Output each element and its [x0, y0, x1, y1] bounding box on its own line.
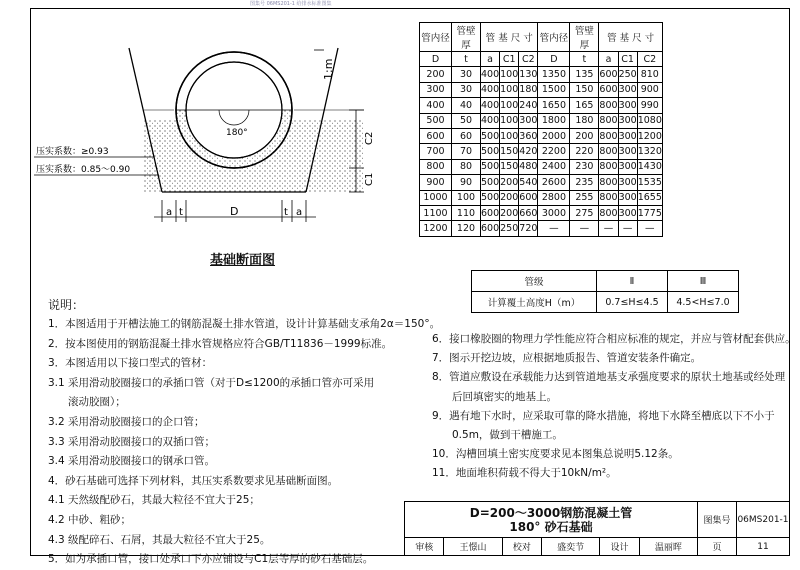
table-cell: 1800	[538, 113, 570, 128]
note-line: 8．管道应敷设在承载能力达到管道地基支承强度要求的原状土地基或经处理	[432, 371, 786, 384]
table-cell: 1320	[637, 144, 662, 159]
table-cell: 800	[599, 190, 618, 205]
table-cell: 165	[570, 98, 599, 113]
table-cell: 150	[500, 144, 519, 159]
table-cell: 1200	[637, 128, 662, 143]
table-cell: 300	[618, 205, 637, 220]
note-line: 3.3 采用滑动胶圈接口的双插口管；	[48, 435, 216, 448]
table-cell: 200	[420, 67, 452, 82]
table-cell: 600	[481, 205, 500, 220]
table-cell: 500	[420, 113, 452, 128]
note-line: 6．接口橡胶圈的物理力学性能应符合相应标准的规定，并应与管材配套供应。	[432, 333, 796, 345]
table-cell: 300	[618, 113, 637, 128]
note-line: 3.2 采用滑动胶圈接口的企口管；	[48, 415, 205, 428]
table-cell: 600	[519, 190, 538, 205]
table-cell: 2000	[538, 128, 570, 143]
label-d: D	[230, 205, 239, 218]
notes-right	[432, 330, 796, 484]
diagram-title: 基础断面图	[210, 253, 276, 268]
table-subheader-cell: C1	[618, 52, 637, 67]
table-cell: 110	[452, 205, 481, 220]
review-name: 王憬山	[444, 538, 502, 556]
label-a-left: a	[166, 207, 173, 218]
table-cell: 200	[570, 128, 599, 143]
page-label: 页	[698, 538, 737, 556]
table-cell: 180	[519, 82, 538, 97]
note-line: 7．图示开挖边坡，应根据地质报告、管道安装条件确定。	[432, 352, 702, 365]
table-cell: 400	[420, 98, 452, 113]
label-c1: C1	[364, 172, 375, 186]
table-row	[420, 82, 663, 97]
table-cell: 1000	[420, 190, 452, 205]
table-cell: 300	[519, 113, 538, 128]
table-cell: 800	[599, 175, 618, 190]
table-cell: 230	[570, 159, 599, 174]
table-cell: 100	[500, 128, 519, 143]
note-line: 1．本图适用于开槽法施工的钢筋混凝土排水管道，设计计算基础支承角2α＝150°。	[48, 318, 441, 330]
table-cell: 90	[452, 175, 481, 190]
atlas-number: 06MS201-1	[737, 502, 790, 538]
table-cell: 30	[452, 67, 481, 82]
table-cell: 300	[618, 175, 637, 190]
page-number: 11	[737, 538, 790, 556]
table-cell: 1350	[538, 67, 570, 82]
table-row	[420, 159, 663, 174]
notes-title: 说明：	[48, 298, 85, 312]
table-cell: 420	[519, 144, 538, 159]
table-cell: 150	[500, 159, 519, 174]
table-cell: 300	[618, 190, 637, 205]
table-subheader-cell: D	[538, 52, 570, 67]
table-row	[420, 205, 663, 220]
table-row	[420, 221, 663, 236]
header-inner-dia: 管内径	[420, 23, 452, 52]
check-label: 校对	[502, 538, 541, 556]
header-base-dims: 管 基 尺 寸	[481, 23, 538, 52]
note-line: 9．遇有地下水时，应采取可靠的降水措施，将地下水降至槽底以下不小于	[432, 409, 775, 422]
table-cell: 400	[481, 98, 500, 113]
table-row	[420, 67, 663, 82]
title-block-main	[405, 502, 698, 538]
cover-h0: 管级	[472, 271, 597, 292]
table-cell: 800	[420, 159, 452, 174]
table-cell: 300	[618, 128, 637, 143]
table-cell: 1775	[637, 205, 662, 220]
table-cell: 600	[599, 82, 618, 97]
table-cell: 800	[599, 128, 618, 143]
table-cell: 800	[599, 159, 618, 174]
table-cell: 720	[519, 221, 538, 236]
table-cell: 40	[452, 98, 481, 113]
table-subheader-cell: C1	[500, 52, 519, 67]
table-cell: 660	[519, 205, 538, 220]
table-cell: 500	[481, 175, 500, 190]
table-cell: 100	[500, 67, 519, 82]
header-note: 图集号 06MS201-1 给排水标准图集	[250, 1, 332, 7]
table-cell: 130	[519, 67, 538, 82]
table-cell: 250	[618, 67, 637, 82]
table-subheader-cell: a	[481, 52, 500, 67]
table-cell: 1650	[538, 98, 570, 113]
foundation-section-diagram	[34, 10, 414, 245]
table-cell: 200	[500, 205, 519, 220]
table-cell: 2400	[538, 159, 570, 174]
note-line: 2．按本图使用的钢筋混凝土排水管规格应符合GB/T11836－1999标准。	[48, 337, 393, 350]
table-cell: —	[570, 221, 599, 236]
table-cell: 300	[618, 159, 637, 174]
table-subheader-cell: C2	[637, 52, 662, 67]
note-line: 4.1 天然级配砂石，其最大粒径不宜大于25；	[48, 494, 260, 507]
table-cell: 990	[637, 98, 662, 113]
cover-h2: Ⅲ	[668, 271, 739, 292]
table-cell: 3000	[538, 205, 570, 220]
table-cell: 600	[481, 221, 500, 236]
table-cell: —	[538, 221, 570, 236]
table-subheader-cell: C2	[519, 52, 538, 67]
table-cell: 60	[452, 128, 481, 143]
table-cell: 900	[420, 175, 452, 190]
table-cell: 180	[570, 113, 599, 128]
table-cell: 2600	[538, 175, 570, 190]
design-name: 温丽晖	[639, 538, 697, 556]
sub-title: 180° 砂石基础	[509, 519, 593, 534]
table-cell: 540	[519, 175, 538, 190]
table-cell: 1535	[637, 175, 662, 190]
table-cell: 100	[500, 98, 519, 113]
table-cell: 1100	[420, 205, 452, 220]
table-cell: 800	[599, 205, 618, 220]
table-cell: 2800	[538, 190, 570, 205]
table-cell: 600	[420, 128, 452, 143]
atlas-label: 图集号	[698, 502, 737, 538]
note-line: 3.4 采用滑动胶圈接口的钢承口管。	[48, 455, 216, 468]
table-cell: 200	[500, 175, 519, 190]
table-cell: 300	[618, 144, 637, 159]
header-wall-thick: 管壁厚	[452, 23, 481, 52]
note-line: 10．沟槽回填土密实度要求见本图集总说明5.12条。	[432, 448, 679, 461]
note-line: 4．砂石基础可选择下列材料，其压实系数要求见基础断面图。	[48, 474, 339, 487]
table-cell: 70	[452, 144, 481, 159]
main-title: D=200～3000钢筋混凝土管	[469, 505, 633, 520]
table-cell: 2200	[538, 144, 570, 159]
table-cell: 220	[570, 144, 599, 159]
table-cell: 700	[420, 144, 452, 159]
label-t-right: t	[284, 207, 288, 218]
table-cell: 300	[420, 82, 452, 97]
table-subheader-cell: D	[420, 52, 452, 67]
table-cell: 1200	[420, 221, 452, 236]
table-cell: 480	[519, 159, 538, 174]
table-cell: —	[637, 221, 662, 236]
label-a-right: a	[296, 207, 303, 218]
table-cell: —	[599, 221, 618, 236]
note-line: 3.1 采用滑动胶圈接口的承插口管（对于D≤1200的承插口管亦可采用	[48, 376, 375, 389]
table-cell: 500	[481, 190, 500, 205]
note-line: 4.3 级配碎石、石屑，其最大粒径不宜大于25。	[48, 533, 271, 546]
table-cell: 275	[570, 205, 599, 220]
table-cell: 800	[599, 98, 618, 113]
table-cell: 250	[500, 221, 519, 236]
header-inner-dia-2: 管内径	[538, 23, 570, 52]
table-cell: 30	[452, 82, 481, 97]
cover-h1: Ⅱ	[597, 271, 668, 292]
label-slope: 1:m	[322, 58, 335, 80]
cover-r2: 4.5<H≤7.0	[668, 292, 739, 313]
table-cell: 500	[481, 128, 500, 143]
table-cell: 100	[452, 190, 481, 205]
table-cell: 400	[481, 113, 500, 128]
note-line: 11．地面堆积荷载不得大于10kN/m²。	[432, 467, 617, 480]
header-base-dims-2: 管 基 尺 寸	[599, 23, 662, 52]
table-cell: 50	[452, 113, 481, 128]
table-row	[420, 98, 663, 113]
table-cell: 120	[452, 221, 481, 236]
table-cell: 1500	[538, 82, 570, 97]
table-cell: 1430	[637, 159, 662, 174]
cover-r1: 0.7≤H≤4.5	[597, 292, 668, 313]
table-cell: 900	[637, 82, 662, 97]
table-subheader-cell: t	[452, 52, 481, 67]
table-row	[420, 128, 663, 143]
table-cell: 100	[500, 82, 519, 97]
table-cell: 800	[599, 144, 618, 159]
table-cell: 600	[599, 67, 618, 82]
design-label: 设计	[600, 538, 639, 556]
cover-height-table	[471, 270, 739, 313]
note-line: 5．如为承插口管，接口处承口下亦应铺设与C1层等厚的砂石基础层。	[48, 553, 374, 566]
table-cell: 360	[519, 128, 538, 143]
table-row	[420, 144, 663, 159]
table-cell: 1655	[637, 190, 662, 205]
table-cell: 150	[570, 82, 599, 97]
table-cell: 200	[500, 190, 519, 205]
table-row	[420, 113, 663, 128]
note-line: 3．本图适用以下接口型式的管材：	[48, 357, 213, 370]
label-angle: 180°	[226, 128, 248, 138]
table-cell: 500	[481, 144, 500, 159]
table-cell: 255	[570, 190, 599, 205]
table-subheader-cell: t	[570, 52, 599, 67]
table-cell: —	[618, 221, 637, 236]
table-cell: 400	[481, 67, 500, 82]
table-cell: 100	[500, 113, 519, 128]
table-cell: 135	[570, 67, 599, 82]
table-cell: 240	[519, 98, 538, 113]
label-compaction-2: 压实系数：0.85～0.90	[36, 165, 131, 175]
table-cell: 810	[637, 67, 662, 82]
table-cell: 400	[481, 82, 500, 97]
label-c2: C2	[364, 131, 375, 145]
table-row	[420, 175, 663, 190]
table-cell: 800	[599, 113, 618, 128]
pipe-dimension-table	[419, 22, 663, 237]
table-cell: 1080	[637, 113, 662, 128]
review-label: 审核	[405, 538, 444, 556]
table-cell: 300	[618, 82, 637, 97]
note-line: 后回填密实的地基上。	[452, 390, 557, 403]
table-row	[420, 190, 663, 205]
table-cell: 80	[452, 159, 481, 174]
note-line: 滚动胶圈）；	[68, 396, 126, 409]
table-cell: 300	[618, 98, 637, 113]
header-wall-thick-2: 管壁厚	[570, 23, 599, 52]
table-subheader-cell: a	[599, 52, 618, 67]
check-name: 盛奕节	[542, 538, 600, 556]
label-compaction-1: 压实系数：≥0.93	[36, 147, 109, 157]
label-t-left: t	[179, 207, 183, 218]
table-subheader-row	[420, 52, 663, 67]
table-cell: 500	[481, 159, 500, 174]
note-line: 0.5m，做到干槽施工。	[452, 429, 563, 442]
table-cell: 235	[570, 175, 599, 190]
note-line: 4.2 中砂、粗砂；	[48, 513, 132, 526]
title-block	[404, 501, 790, 556]
cover-r0: 计算覆土高度H（m）	[472, 292, 597, 313]
